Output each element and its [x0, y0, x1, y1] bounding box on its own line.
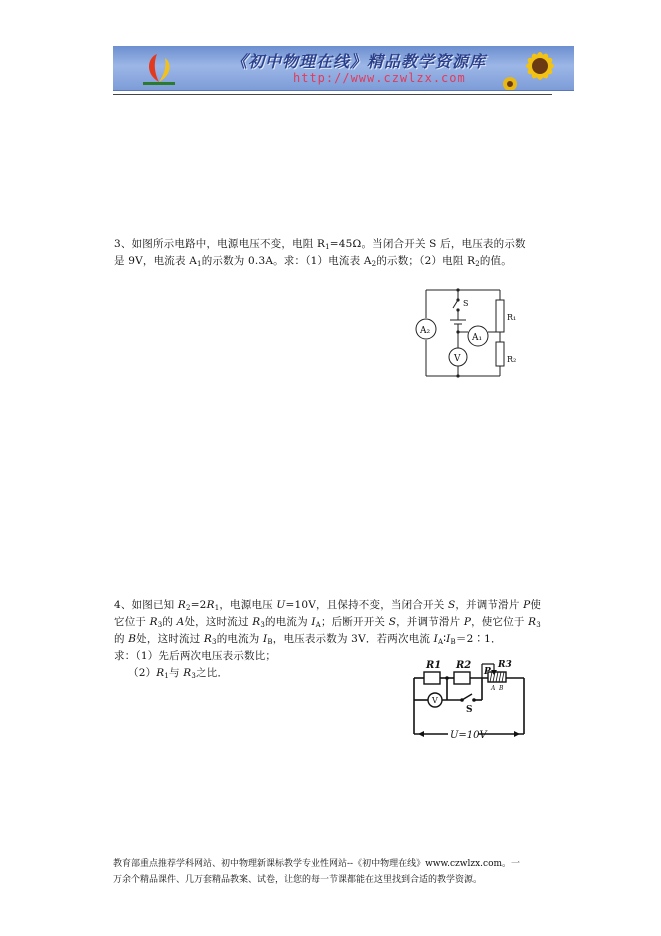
site-title: 《初中物理在线》精品教学资源库 [231, 52, 487, 71]
ammeter-a2-label: A₂ [420, 326, 431, 336]
page-footer [113, 856, 563, 888]
site-banner [113, 46, 574, 91]
header-rule [113, 94, 552, 95]
question-3-line-1: 3、如图所示电路中，电源电压不变，电阻 $R_1=45\Omega$。当闭合开关 S 后，电压表的示数 [114, 238, 526, 251]
footer-line-1: 教育部重点推荐学科网站、初中物理新课标教学专业性网站--《初中物理在线》www.czwlzx.com。一 [113, 859, 521, 869]
resistor-r1-label: R1 [426, 660, 442, 671]
question-4-line-2: 它位于 $R_3$的 A处，这时流过 $R_3$的电流为 $I_A$；后断开开关 S，并调节滑片 P，使它位于 $R_3$ [114, 616, 541, 629]
end-a-label: A [491, 685, 496, 692]
footer-line-2: 万余个精品课件、几万套精品教案、试卷，让您的每一节课都能在这里找到合适的教学资源。 [113, 875, 483, 885]
question-3-line-2: 是 9V，电流表 $A_1$的示数为 0.3A。求：（1）电流表 $A_2$的示数；（2）电阻 $R_2$的值。 [114, 255, 512, 268]
site-url[interactable]: http://www.czwlzx.com [293, 71, 466, 85]
slider-p-label: P [484, 667, 491, 677]
circuit-diagram-1 [410, 286, 525, 380]
question-4-line-5: $(2)R_1$与 $R_3$之比． [128, 667, 229, 680]
question-4-line-4: 求：（1）先后两次电压表示数比； [114, 650, 277, 662]
resistor-r2-label: R₂ [507, 355, 517, 364]
resistor-r3-label: R3 [498, 660, 512, 670]
end-b-label: B [499, 685, 504, 692]
switch-s-label: S [466, 705, 473, 715]
question-4-line-1: 4、如图已知 $R_2=2R_1$，电源电压 U=10V，且保持不变，当闭合开关 S，并调节滑片 P使 [114, 599, 542, 612]
sunflower-icon [500, 46, 570, 91]
voltage-label: U=10V [450, 730, 487, 741]
site-logo-icon [139, 52, 179, 86]
ammeter-a1-label: A₁ [472, 333, 483, 343]
question-4-line-3: 的 B处，这时流过 $R_3$的电流为 $I_B$，电压表示数为 3V．若两次电流 $I_A∶I_B=2∶1$． [114, 633, 502, 646]
resistor-r2-label: R2 [456, 660, 472, 671]
switch-s-label: S [463, 299, 469, 308]
resistor-r1-label: R₁ [507, 313, 517, 322]
circuit-diagram-2 [412, 656, 530, 742]
voltmeter-label: V [454, 354, 461, 364]
voltmeter-label: V [432, 696, 438, 705]
